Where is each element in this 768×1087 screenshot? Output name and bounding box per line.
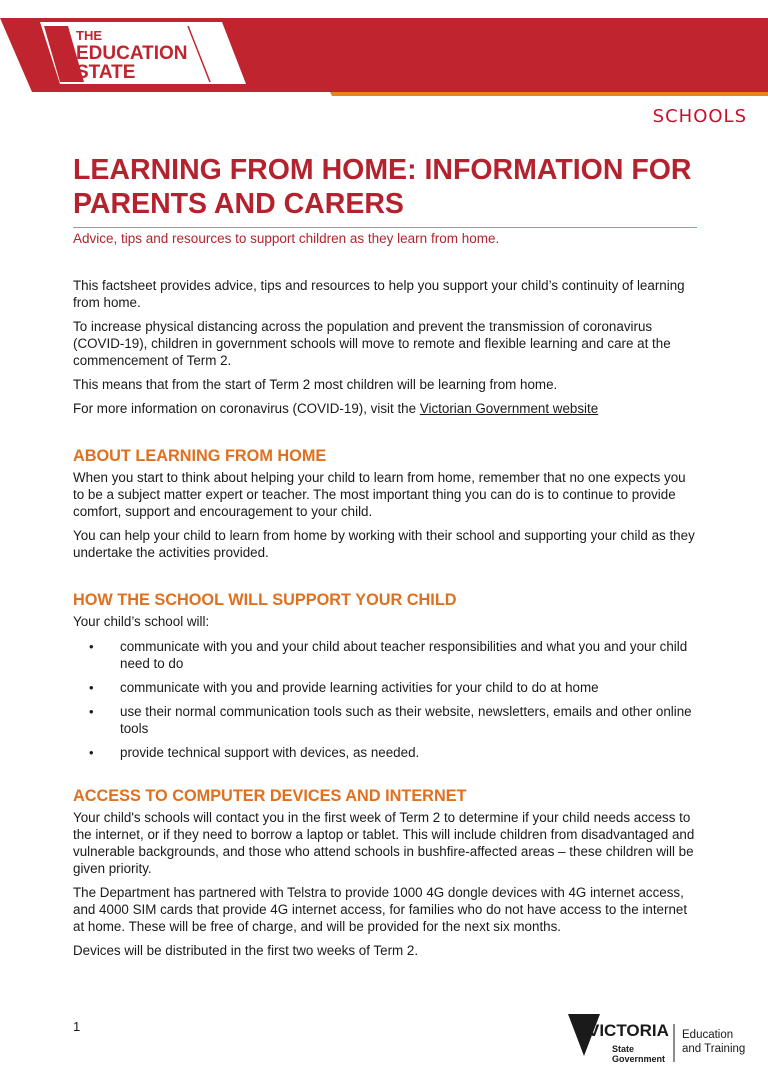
logo-text-state: STATE: [76, 62, 136, 83]
victoria-government-text: Government: [612, 1054, 666, 1064]
intro-paragraph: This means that from the start of Term 2 most children will be learning from home.: [73, 377, 558, 392]
logo-text-education: EDUCATION: [76, 43, 188, 64]
victoria-government-logo: [566, 1010, 756, 1070]
section-heading-about: ABOUT LEARNING FROM HOME: [73, 447, 327, 465]
logo-text-the: THE: [76, 28, 102, 43]
document-body: [73, 277, 697, 966]
section-paragraph: The Department has partnered with Telstra to provide 1000 4G dongle devices with 4G internet access, and 4000 SIM cards that provide 4G internet access, for families who do not have access to the internet at home. These will be free of charge, and will be provided for the next six months.: [73, 885, 688, 934]
banner-orange-strip: [330, 92, 768, 96]
dept-name-line2: and Training: [682, 1043, 746, 1055]
intro-paragraph: This factsheet provides advice, tips and resources to help you support your child’s continuity of learning from home.: [73, 278, 685, 310]
section-paragraph: Your child's schools will contact you in the first week of Term 2 to determine if your child needs access to the internet, or if they need to borrow a laptop or tablet. This will include children from disadvantaged and vulnerable backgrounds, and those who attend schools in bushfire-affected areas – these children will be given priority.: [73, 810, 695, 876]
more-info-text: For more information on coronavirus (COVID-19), visit the: [73, 401, 420, 416]
page-subtitle: Advice, tips and resources to support children as they learn from home.: [73, 231, 500, 246]
list-item: • communicate with you and your child about teacher responsibilities and what you and your child need to do: [120, 638, 697, 672]
section-paragraph: Devices will be distributed in the first two weeks of Term 2.: [73, 943, 419, 958]
victorian-government-link[interactable]: Victorian Government website: [419, 401, 599, 416]
page-number: 1: [73, 1019, 81, 1034]
section-paragraph: You can help your child to learn from home by working with their school and supporting your child as they undertake the activities provided.: [73, 528, 695, 560]
header-banner: [0, 0, 768, 100]
list-item: • communicate with you and provide learning activities for your child to do at home: [120, 679, 697, 696]
support-list: [73, 638, 697, 761]
list-item: • provide technical support with devices, as needed.: [120, 744, 697, 761]
title-divider: [73, 227, 697, 228]
victoria-wordmark: VICTORIA: [588, 1021, 669, 1040]
more-info-paragraph: [73, 400, 697, 417]
dept-name-line1: Education: [682, 1029, 734, 1041]
section-lead: Your child’s school will:: [73, 614, 210, 629]
section-heading-support: HOW THE SCHOOL WILL SUPPORT YOUR CHILD: [73, 591, 457, 609]
victoria-state-text: State: [612, 1044, 635, 1054]
section-label: SCHOOLS: [652, 106, 747, 127]
list-item: • use their normal communication tools such as their website, newsletters, emails and other online tools: [120, 703, 697, 737]
section-paragraph: When you start to think about helping your child to learn from home, remember that no one expects you to be a subject matter expert or teacher. The most important thing you can do is to continue to provide comfort, support and encouragement to your child.: [73, 470, 686, 519]
section-heading-access: ACCESS TO COMPUTER DEVICES AND INTERNET: [73, 787, 467, 805]
page-title: LEARNING FROM HOME: INFORMATION FOR PARENTS AND CARERS: [73, 154, 692, 220]
intro-paragraph: To increase physical distancing across the population and prevent the transmission of coronavirus (COVID-19), children in government schools will move to remote and flexible learning and care at the commencement of Term 2.: [73, 319, 671, 368]
